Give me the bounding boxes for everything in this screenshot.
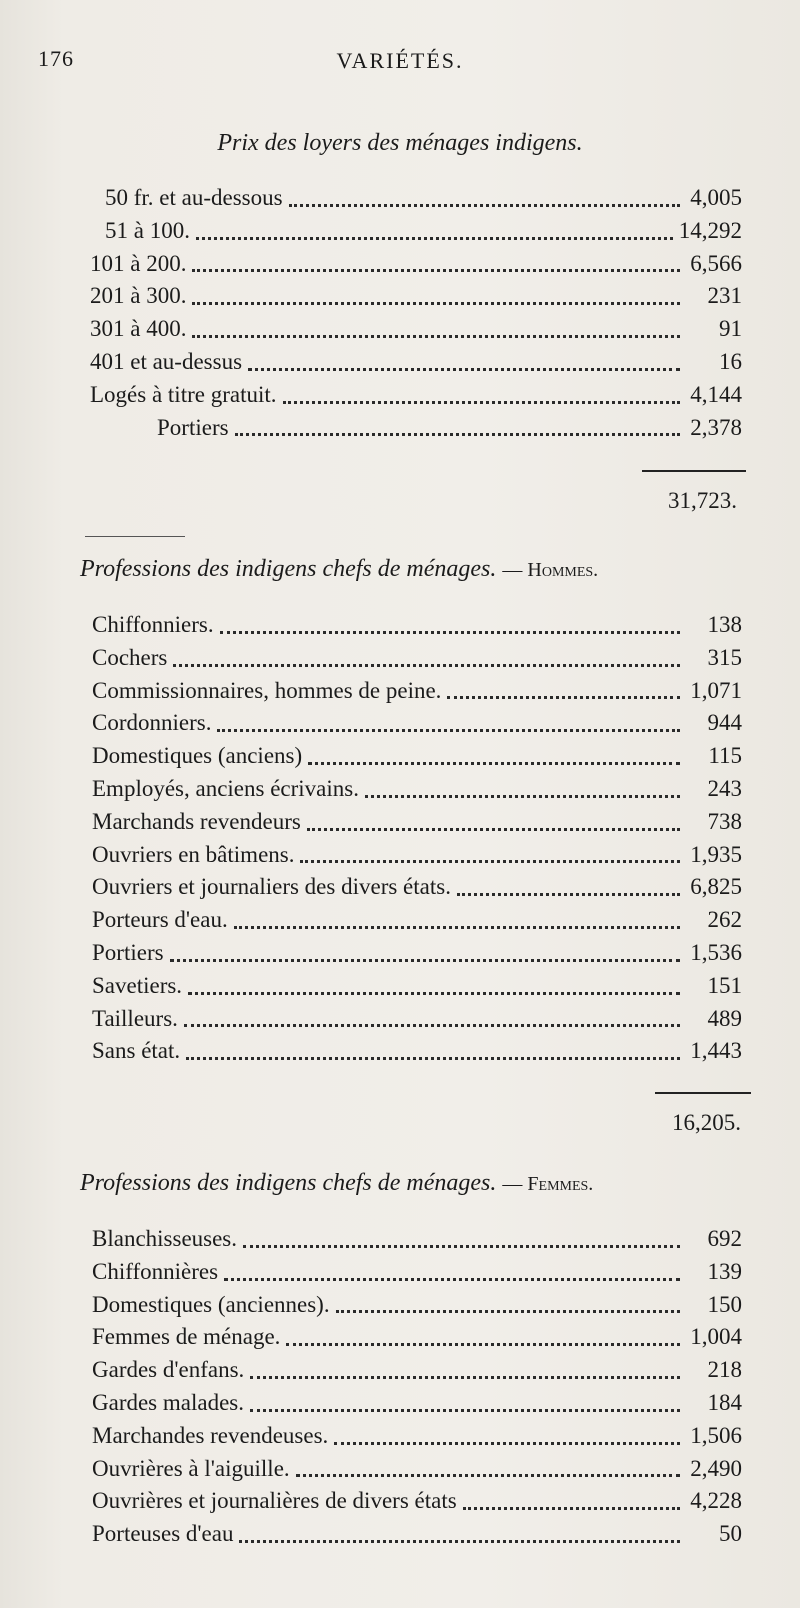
table-row [92,1324,742,1357]
row-value: 139 [707,1258,742,1284]
table-row [92,1259,742,1292]
row-value: 184 [707,1389,742,1415]
table-row [92,1292,742,1325]
table-row [92,1423,742,1456]
row-value: 218 [707,1357,742,1383]
leader-dots [170,959,680,962]
table-row [92,1521,742,1554]
leader-dots [173,664,680,667]
table-row [92,1390,742,1423]
leader-dots [307,828,680,831]
table-row [92,1456,742,1489]
row-label: Domestiques (anciens) [92,743,303,769]
row-value: 2,490 [690,1455,742,1481]
leader-dots [234,926,680,929]
row-label: Sans état. [92,1038,181,1064]
row-value: 4,228 [690,1488,742,1514]
leader-dots [184,1024,680,1027]
men-section-title [80,556,780,583]
leader-dots [186,1057,680,1060]
row-label: Cochers [92,644,168,670]
row-label: Femmes de ménage. [92,1324,281,1350]
rent-total: 31,723. [668,488,737,513]
men-total: 16,205. [672,1110,741,1135]
table-row [92,1038,742,1071]
row-value: 489 [707,1005,742,1031]
row-value: 4,144 [690,381,742,407]
row-label: Gardes d'enfans. [92,1357,245,1383]
row-value: 16 [719,348,742,374]
row-label: Ouvriers en bâtimens. [92,841,295,867]
table-row [92,612,742,645]
section-divider [85,536,185,537]
leader-dots [192,335,680,338]
leader-dots [196,237,673,240]
rent-table [90,185,742,447]
row-label: Ouvrières et journalières de divers états [92,1488,457,1514]
row-label: 301 à 400. [90,316,187,342]
leader-dots [289,204,680,207]
row-value: 2,378 [690,414,742,440]
row-label: Marchandes revendeuses. [92,1422,329,1448]
table-row [90,283,742,316]
row-value: 1,443 [690,1038,742,1064]
women-section-title [80,1170,780,1197]
row-value: 1,506 [690,1422,742,1448]
row-label: 50 fr. et au-dessous [105,185,283,210]
table-row [92,874,742,907]
women-section-title-text: Professions des indigens chefs de ménages. [80,1170,497,1196]
sum-rule [655,1092,751,1094]
row-label: Ouvrières à l'aiguille. [92,1455,290,1481]
leader-dots [192,302,680,305]
row-label: Employés, anciens écrivains. [92,775,359,801]
row-label: Tailleurs. [92,1005,178,1031]
leader-dots [283,401,681,404]
leader-dots [296,1474,680,1477]
running-title: VARIÉTÉS. [336,48,464,73]
leader-dots [463,1507,680,1510]
row-value: 315 [707,644,742,670]
leader-dots [188,992,680,995]
men-section-title-text: Professions des indigens chefs de ménages. [80,556,497,582]
table-row [92,776,742,809]
men-table [92,612,742,1071]
row-label: Blanchisseuses. [92,1226,238,1251]
table-row [92,907,742,940]
row-label: Commissionnaires, hommes de peine. [92,677,442,703]
leader-dots [224,1278,680,1281]
leader-dots [300,860,680,863]
men-section-tag: — Hommes. [502,559,599,581]
row-label: 101 à 200. [90,250,187,276]
leader-dots [248,368,680,371]
row-label: Savetiers. [92,972,183,998]
row-label: Marchands revendeurs [92,808,301,834]
leader-dots [286,1343,680,1346]
row-label: Ouvriers et journaliers des divers états. [92,874,451,900]
leader-dots [336,1310,680,1313]
leader-dots [457,893,680,896]
row-label: 201 à 300. [90,283,187,309]
row-value: 944 [707,710,742,736]
row-label: Chiffonnières [92,1258,219,1284]
women-table [92,1226,742,1554]
row-value: 1,004 [690,1324,742,1350]
row-value: 1,071 [690,677,742,703]
rent-section-title: Prix des loyers des ménages indigens. [217,130,583,156]
table-row [92,678,742,711]
women-section-tag: — Femmes. [502,1173,594,1195]
table-row [92,1006,742,1039]
table-row [92,809,742,842]
table-row [90,382,742,415]
table-row [92,743,742,776]
row-label: Domestiques (anciennes). [92,1291,330,1317]
row-value: 115 [708,743,742,769]
row-value: 6,825 [690,874,742,900]
table-row [105,185,742,218]
row-value: 91 [719,316,742,342]
row-value: 50 [719,1521,742,1547]
table-row [105,218,742,251]
page-number: 176 [38,46,74,71]
row-label: Logés à titre gratuit. [90,381,277,407]
row-label: Porteuses d'eau [92,1521,234,1547]
leader-dots [192,269,680,272]
row-value: 1,935 [690,841,742,867]
row-label: Portiers [157,414,229,440]
table-row [92,1226,742,1259]
leader-dots [365,795,680,798]
table-row [92,1357,742,1390]
row-label: Portiers [92,939,164,965]
row-label: Chiffonniers. [92,612,214,637]
row-label: 401 et au-dessus [90,348,243,374]
row-value: 231 [707,283,742,309]
leader-dots [239,1540,680,1543]
row-value: 138 [707,612,742,637]
leader-dots [250,1409,680,1412]
table-row [92,940,742,973]
row-value: 692 [707,1226,742,1251]
row-value: 151 [707,972,742,998]
table-row [92,710,742,743]
leader-dots [250,1376,680,1379]
row-label: 51 à 100. [105,217,190,243]
row-label: Porteurs d'eau. [92,907,228,933]
table-row [90,349,742,382]
row-value: 262 [707,907,742,933]
row-value: 4,005 [690,185,742,210]
row-value: 6,566 [690,250,742,276]
leader-dots [308,762,680,765]
table-row [92,1488,742,1521]
table-row [92,973,742,1006]
leader-dots [447,696,680,699]
table-row [90,251,742,284]
row-value: 150 [707,1291,742,1317]
row-value: 738 [707,808,742,834]
table-row [92,645,742,678]
table-row [90,316,742,349]
row-value: 14,292 [678,217,742,243]
leader-dots [243,1245,680,1248]
row-label: Cordonniers. [92,710,212,736]
row-value: 243 [707,775,742,801]
leader-dots [334,1442,680,1445]
leader-dots [217,729,680,732]
row-value: 1,536 [690,939,742,965]
leader-dots [220,631,680,634]
sum-rule [642,470,746,472]
table-row [92,842,742,875]
table-row [105,415,742,448]
leader-dots [235,433,680,436]
row-label: Gardes malades. [92,1389,244,1415]
